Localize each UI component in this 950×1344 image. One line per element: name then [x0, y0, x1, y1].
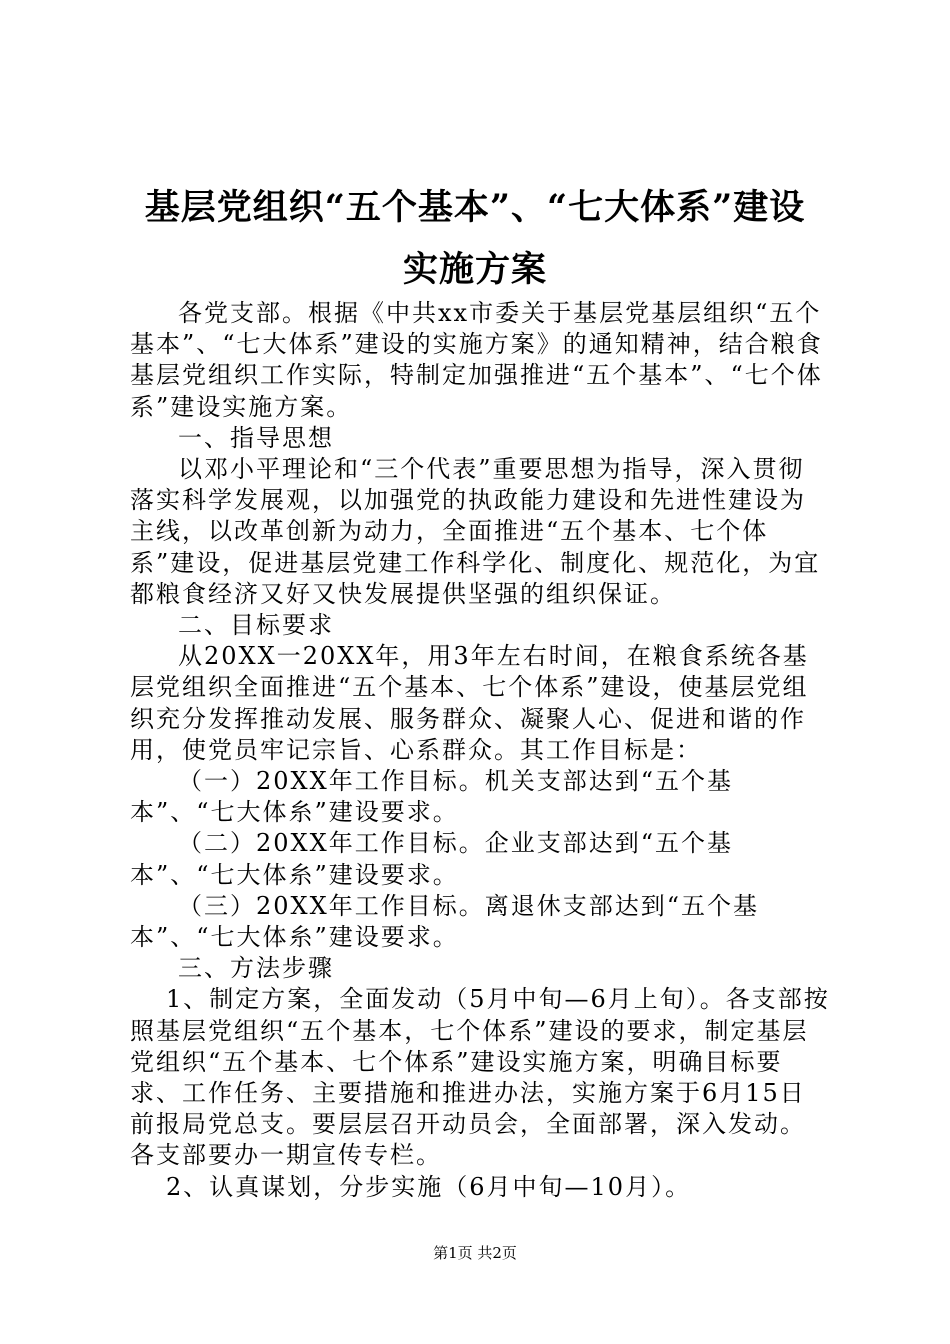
page-footer: 第1页 共2页	[433, 1244, 517, 1262]
section-heading-goals: 二、目标要求	[178, 611, 334, 640]
goal-item-2: （二）20XX年工作目标。企业支部达到“五个基本”、“七大体糸”建设要求。	[130, 829, 733, 889]
document-title-line-2: 实施方案	[402, 249, 547, 290]
section-heading-methods: 三、方法步骤	[178, 954, 334, 983]
goal-item-1: （一）20XX年工作目标。机关支部达到“五个基本”、“七大体糸”建设要求。	[130, 767, 733, 827]
intro-paragraph: 各党支部。根据《中共xx市委关于基层党基层组织“五个基本”、“七大体系”建设的实施方案》的通知精神，结合粮食基层党组织工作实际，特制定加强推进“五个基本”、“七个体系”建设实施方案。	[130, 299, 823, 421]
guiding-ideology-paragraph: 以邓小平理论和“三个代表”重要思想为指导，深入贯彻落实科学发展观，以加强党的执政能力建设和先进性建设为主线，以改革创新为动力，全面推进“五个基本、七个体系”建设，促进基层党建工作科学化、制度化、规范化，为宜都粮食经济又好又快发展提供坚强的组织保证。	[130, 455, 821, 608]
goal-item-3: （三）20XX年工作目标。离退休支部达到“五个基本”、“七大体糸”建设要求。	[130, 891, 759, 952]
document-title-line-1: 基层党组织“五个基本”、“七大体系”建设	[144, 187, 806, 228]
method-step-2: 2、认真谋划，分步实施（6月中旬—10月）。	[166, 1172, 692, 1201]
method-step-1: 1、制定方案，全面发动（5月中旬—6月上旬）。各支部按照基层党组织“五个基本，七个体系”建设的要求，制定基层党组织“五个基本、七个体系”建设实施方案，明确目标要求、工作任务、主要措施和推进办法，实施方案于6月15日前报局党总支。要层层召开动员会，全面部署，深入发动。各支部要办一期宣传专栏。	[130, 985, 830, 1170]
section-heading-guiding-ideology: 一、指导思想	[178, 423, 334, 452]
document-body	[130, 298, 830, 1203]
goals-paragraph: 从20XX一20XX年，用3年左右时间，在粮食系统各基层党组织全面推进“五个基本、七个体系”建设，使基层党组织充分发挥推动发展、服务群众、凝聚人心、促进和谐的作用，使党员牢记宗旨、心系群众。其工作目标是：	[130, 642, 809, 764]
